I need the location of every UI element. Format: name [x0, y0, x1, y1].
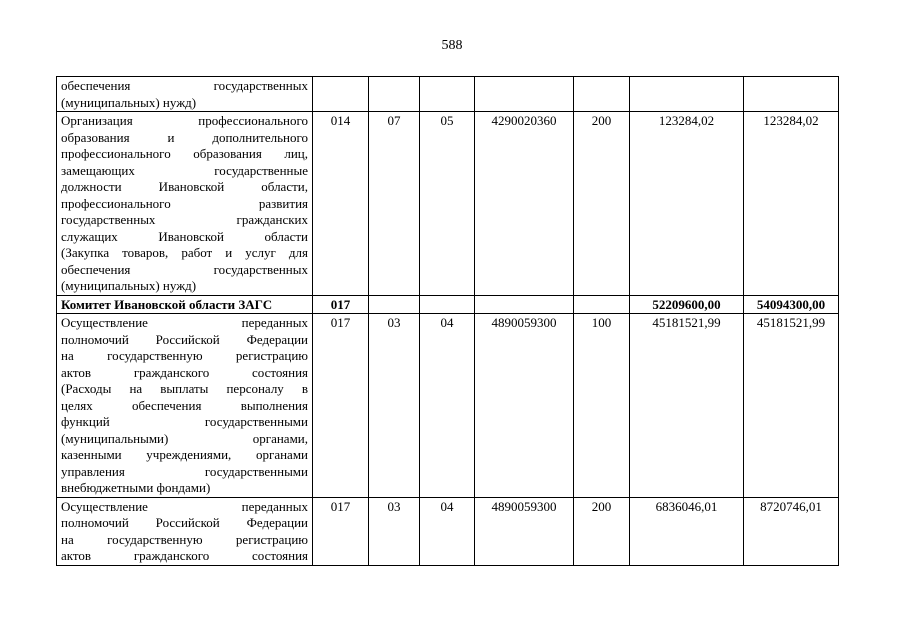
expense-name-line: служащих Ивановской области	[61, 228, 308, 244]
amount-year-1-cell: 52209600,00	[630, 295, 744, 314]
section-code-cell: 07	[369, 112, 420, 296]
amount-year-2-cell: 45181521,99	[744, 314, 839, 498]
expense-name-cell	[57, 112, 313, 296]
table-row	[57, 314, 839, 498]
expense-name-line: актов гражданского состояния	[61, 548, 308, 563]
expense-name-line: Организация профессионального	[61, 113, 308, 128]
table-row	[57, 77, 839, 112]
expense-name-cell	[57, 77, 313, 112]
expense-type-cell: 200	[574, 497, 630, 565]
expense-name-line: (муниципальных) нужд)	[61, 94, 197, 110]
target-item-cell: 4890059300	[475, 314, 574, 498]
expense-name-line: на государственную регистрацию	[61, 531, 308, 547]
table-row	[57, 497, 839, 565]
expense-name-line: (Расходы на выплаты персоналу в	[61, 381, 308, 396]
ministry-code-cell	[313, 77, 369, 112]
expense-name-line: управления государственными	[61, 463, 308, 479]
expense-type-cell	[574, 295, 630, 314]
expense-name-line: (Закупка товаров, работ и услуг для	[61, 245, 308, 260]
ministry-code-cell: 014	[313, 112, 369, 296]
ministry-code-cell: 017	[313, 295, 369, 314]
expense-name-line: актов гражданского состояния	[61, 364, 308, 380]
subsection-code-cell: 04	[420, 497, 475, 565]
section-code-cell	[369, 77, 420, 112]
expense-name-line: (муниципальными) органами,	[61, 430, 308, 446]
budget-table	[56, 76, 839, 566]
target-item-cell	[475, 77, 574, 112]
amount-year-2-cell: 123284,02	[744, 112, 839, 296]
section-code-cell	[369, 295, 420, 314]
expense-name-line: внебюджетными фондами)	[61, 480, 211, 495]
amount-year-1-cell	[630, 77, 744, 112]
expense-name-line: профессионального образования лиц,	[61, 146, 308, 161]
amount-year-2-cell: 8720746,01	[744, 497, 839, 565]
target-item-cell: 4290020360	[475, 112, 574, 296]
expense-name-line: Осуществление переданных	[61, 498, 308, 514]
expense-name-line: обеспечения государственных	[61, 261, 308, 277]
subsection-code-cell: 05	[420, 112, 475, 296]
expense-name-line: полномочий Российской Федерации	[61, 515, 308, 530]
expense-name-line: замещающих государственные	[61, 162, 308, 178]
page-number: 588	[441, 38, 463, 53]
table-body	[57, 77, 839, 566]
expense-name-line: профессионального развития	[61, 195, 308, 211]
amount-year-2-cell	[744, 77, 839, 112]
table-row	[57, 112, 839, 296]
target-item-cell: 4890059300	[475, 497, 574, 565]
expense-name-line: целях обеспечения выполнения	[61, 397, 308, 413]
target-item-cell	[475, 295, 574, 314]
expense-name-line: Комитет Ивановской области ЗАГС	[61, 296, 273, 312]
expense-name-line: Осуществление переданных	[61, 315, 308, 330]
ministry-code-cell: 017	[313, 497, 369, 565]
expense-type-cell: 200	[574, 112, 630, 296]
section-code-cell: 03	[369, 497, 420, 565]
expense-name-line: должности Ивановской области,	[61, 179, 308, 194]
expense-name-line: функций государственными	[61, 414, 308, 429]
subsection-code-cell	[420, 295, 475, 314]
expense-name-cell	[57, 314, 313, 498]
expense-name-line: (муниципальных) нужд)	[61, 278, 197, 293]
ministry-code-cell: 017	[313, 314, 369, 498]
expense-name-line: полномочий Российской Федерации	[61, 331, 308, 347]
amount-year-2-cell: 54094300,00	[744, 295, 839, 314]
table-row	[57, 295, 839, 314]
expense-name-line: казенными учреждениями, органами	[61, 447, 308, 462]
expense-name-line: государственных гражданских	[61, 212, 308, 227]
expense-type-cell	[574, 77, 630, 112]
subsection-code-cell	[420, 77, 475, 112]
expense-name-line: обеспечения государственных	[61, 78, 308, 93]
expense-name-line: на государственную регистрацию	[61, 348, 308, 363]
section-code-cell: 03	[369, 314, 420, 498]
expense-name-line: образования и дополнительного	[61, 129, 308, 145]
amount-year-1-cell: 6836046,01	[630, 497, 744, 565]
expense-type-cell: 100	[574, 314, 630, 498]
amount-year-1-cell: 123284,02	[630, 112, 744, 296]
amount-year-1-cell: 45181521,99	[630, 314, 744, 498]
subsection-code-cell: 04	[420, 314, 475, 498]
expense-name-cell	[57, 497, 313, 565]
expense-name-cell	[57, 295, 313, 314]
